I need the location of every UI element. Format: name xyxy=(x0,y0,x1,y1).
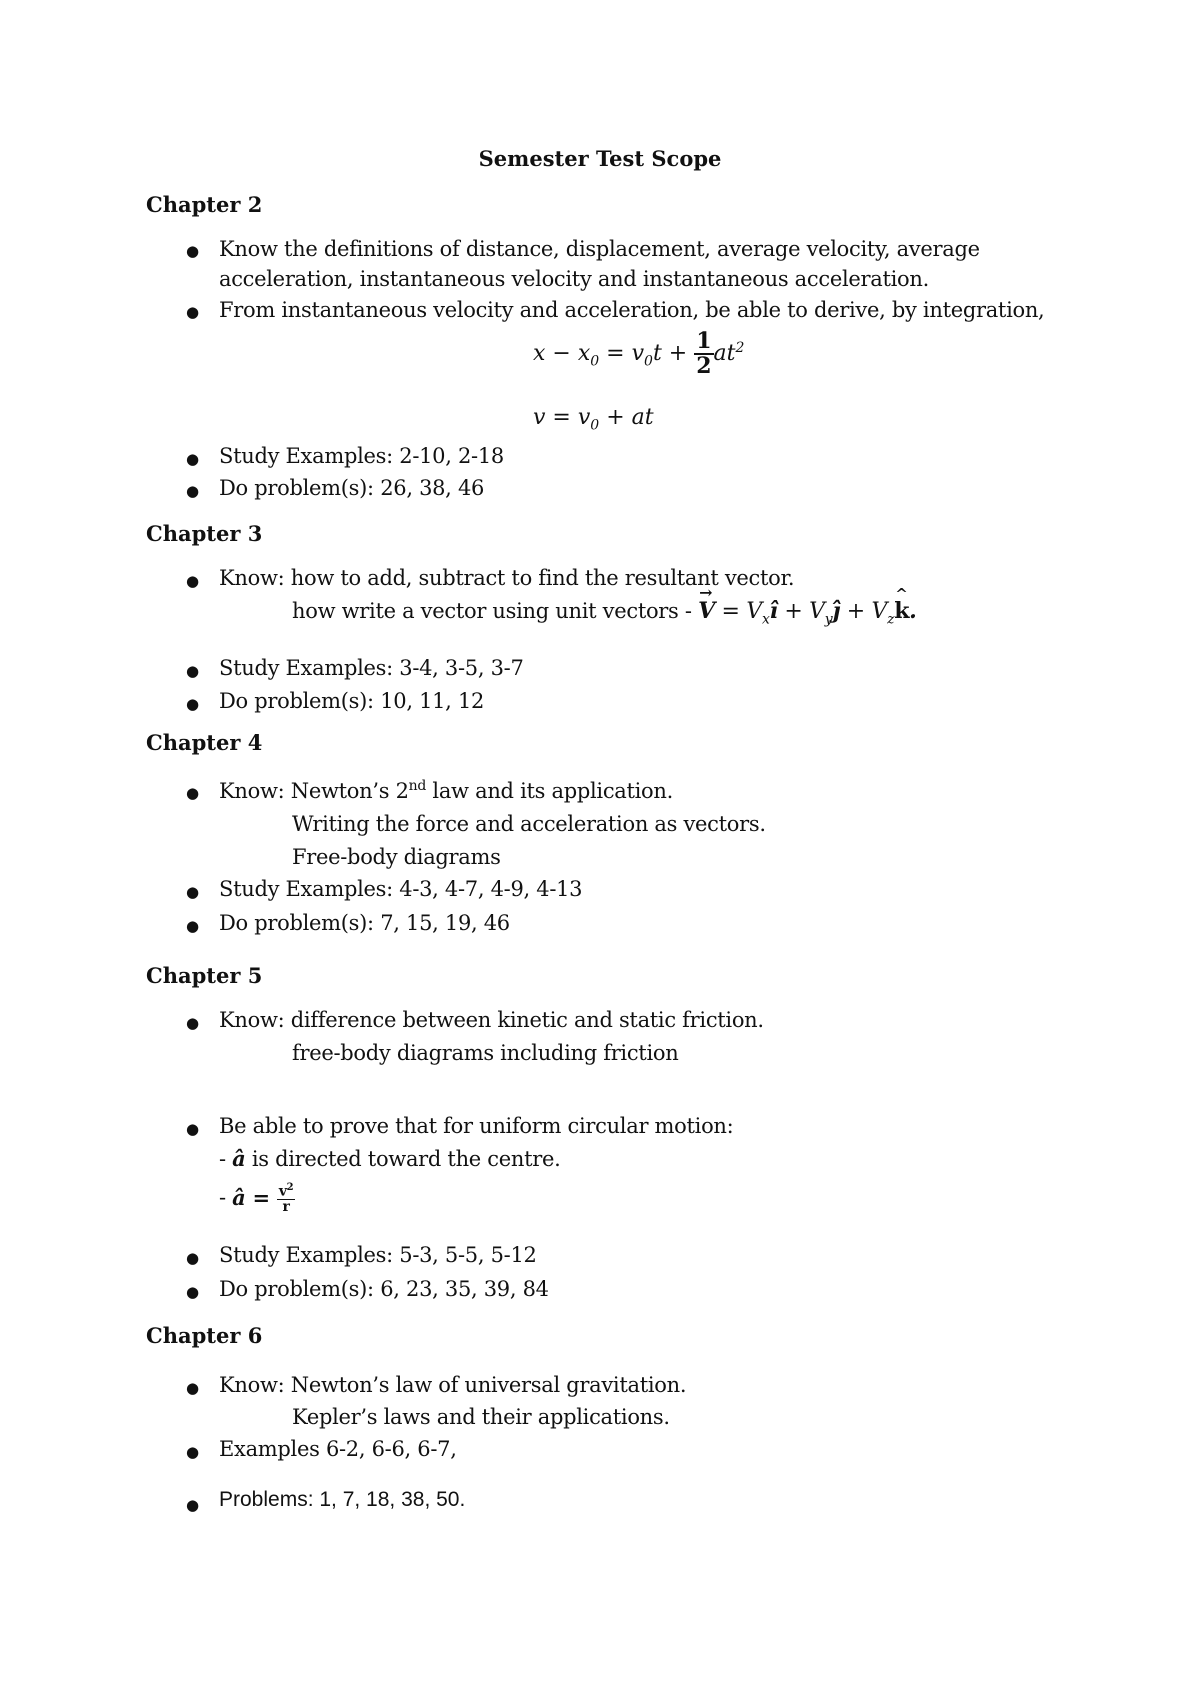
accel-symbol: â xyxy=(232,1184,246,1210)
ch5-line-5 xyxy=(219,1183,295,1215)
bullet-icon: ● xyxy=(186,1379,200,1397)
ch4-problems: Do problem(s): 7, 15, 19, 46 xyxy=(219,911,510,935)
fraction xyxy=(694,330,713,378)
eq-text: + V xyxy=(777,599,825,624)
ch2-line-1: Know the definitions of distance, displacement, average velocity, average xyxy=(219,237,980,261)
centripetal-equation xyxy=(232,1182,295,1216)
bullet-icon: ● xyxy=(186,1120,200,1138)
eq-text: + at xyxy=(599,405,654,430)
bullet-icon: ● xyxy=(186,784,200,802)
chapter-6-heading: Chapter 6 xyxy=(146,1323,263,1348)
dash: - xyxy=(219,1147,233,1171)
ordinal-suffix: nd xyxy=(408,778,427,794)
fraction-denominator: 2 xyxy=(696,353,712,380)
ch6-line-2: Kepler’s laws and their applications. xyxy=(292,1405,670,1429)
eq-text: . xyxy=(909,598,917,624)
ch4-line-2: Writing the force and acceleration as vectors. xyxy=(292,812,766,836)
fraction xyxy=(277,1183,296,1215)
ch3-line-2 xyxy=(292,598,917,627)
ch5-problems: Do problem(s): 6, 23, 35, 39, 84 xyxy=(219,1277,549,1301)
bullet-icon: ● xyxy=(186,572,200,590)
document-title: Semester Test Scope xyxy=(478,146,722,171)
bullet-icon: ● xyxy=(186,242,200,260)
dash: - xyxy=(219,1185,233,1210)
bullet-icon: ● xyxy=(186,1249,200,1267)
eq-subscript: 0 xyxy=(644,353,653,370)
ch2-examples: Study Examples: 2-10, 2-18 xyxy=(219,444,504,468)
bullet-icon: ● xyxy=(186,1283,200,1301)
bullet-icon: ● xyxy=(186,1014,200,1032)
eq-subscript: y xyxy=(824,611,833,628)
fraction-numerator xyxy=(277,1183,296,1200)
bullet-icon: ● xyxy=(186,695,200,713)
eq-subscript: 0 xyxy=(590,417,600,434)
eq-superscript: 2 xyxy=(735,339,745,356)
unit-vector-equation xyxy=(698,598,917,628)
unit-k: ^ k xyxy=(894,598,909,624)
ch6-examples: Examples 6-2, 6-6, 6-7, xyxy=(219,1437,457,1461)
bullet-icon: ● xyxy=(186,1443,200,1461)
bullet-icon: ● xyxy=(186,917,200,935)
ch5-line-2: free-body diagrams including friction xyxy=(292,1041,679,1065)
eq-text: x − x xyxy=(533,341,591,367)
chapter-2-heading: Chapter 2 xyxy=(146,192,263,217)
ch5-line-1: Know: difference between kinetic and static friction. xyxy=(219,1008,764,1032)
ch5-examples: Study Examples: 5-3, 5-5, 5-12 xyxy=(219,1243,537,1267)
ch4-line-1 xyxy=(219,778,673,803)
eq-text: t + xyxy=(652,341,695,367)
ch3-line-2-text: how write a vector using unit vectors - xyxy=(292,599,699,623)
chapter-4-heading: Chapter 4 xyxy=(146,730,263,755)
eq-subscript: z xyxy=(887,611,895,628)
eq-subscript: 0 xyxy=(590,353,600,370)
ch6-line-1: Know: Newton’s law of universal gravitation. xyxy=(219,1373,687,1397)
fraction-denominator: r xyxy=(282,1199,290,1216)
unit-j: ĵ xyxy=(832,598,841,624)
fraction-numerator: 1 xyxy=(696,328,712,354)
eq-text: v xyxy=(278,1183,287,1200)
ch5-line-4-text: is directed toward the centre. xyxy=(245,1147,561,1171)
ch4-line-1-rest: law and its application. xyxy=(426,779,673,803)
bullet-icon: ● xyxy=(186,1496,200,1514)
chapter-5-heading: Chapter 5 xyxy=(146,963,263,988)
kinematics-equation-2 xyxy=(533,405,654,433)
ch3-line-1: Know: how to add, subtract to find the resultant vector. xyxy=(219,566,795,590)
bullet-icon: ● xyxy=(186,450,200,468)
chapter-3-heading: Chapter 3 xyxy=(146,521,263,546)
vector-v: → V xyxy=(698,598,715,624)
kinematics-equation-1 xyxy=(533,330,744,378)
bullet-icon: ● xyxy=(186,662,200,680)
ch2-line-2: acceleration, instantaneous velocity and instantaneous acceleration. xyxy=(219,267,929,291)
bullet-icon: ● xyxy=(186,482,200,500)
eq-text: = v xyxy=(599,341,645,367)
ch5-line-4 xyxy=(219,1146,561,1171)
ch3-examples: Study Examples: 3-4, 3-5, 3-7 xyxy=(219,656,524,680)
unit-i: î xyxy=(769,598,778,624)
eq-text: + V xyxy=(840,599,888,624)
ch6-problems: Problems: 1, 7, 18, 38, 50. xyxy=(219,1488,466,1511)
eq-text: = xyxy=(245,1184,277,1210)
eq-text: v = v xyxy=(533,405,591,430)
eq-subscript: x xyxy=(761,611,770,628)
bullet-icon: ● xyxy=(186,883,200,901)
ch4-line-3: Free-body diagrams xyxy=(292,845,501,869)
ch2-problems: Do problem(s): 26, 38, 46 xyxy=(219,476,485,500)
eq-text: = V xyxy=(714,599,762,624)
ch3-problems: Do problem(s): 10, 11, 12 xyxy=(219,689,485,713)
ch5-line-3: Be able to prove that for uniform circular motion: xyxy=(219,1114,734,1138)
ch4-examples: Study Examples: 4-3, 4-7, 4-9, 4-13 xyxy=(219,877,583,901)
accel-symbol: â xyxy=(232,1146,246,1171)
ch4-line-1-text: Know: Newton’s 2 xyxy=(219,779,409,803)
eq-text: at xyxy=(713,341,736,367)
bullet-icon: ● xyxy=(186,303,200,321)
ch2-line-3: From instantaneous velocity and acceleration, be able to derive, by integration, xyxy=(219,298,1045,322)
eq-superscript: 2 xyxy=(286,1182,294,1193)
